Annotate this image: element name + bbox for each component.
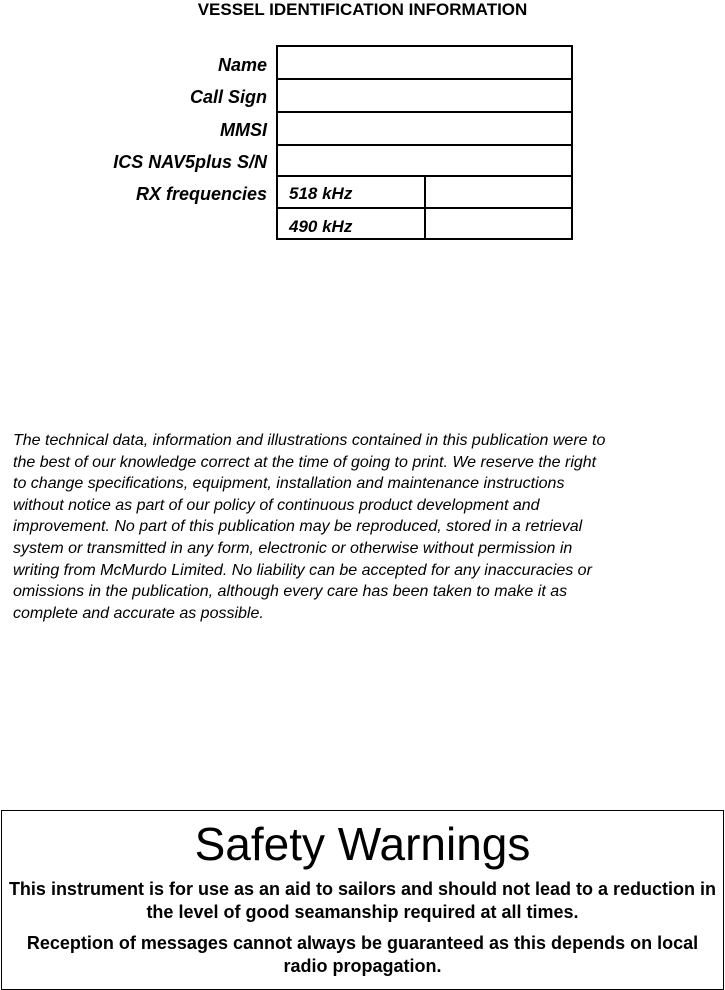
- freq-490-value-field[interactable]: [424, 207, 573, 240]
- disclaimer-line: system or transmitted in any form, electronic or otherwise without permission in: [13, 539, 573, 557]
- freq-490-label: 490 kHz: [289, 217, 353, 236]
- disclaimer-line: to change specifications, equipment, installation and maintenance instructions: [13, 475, 565, 493]
- disclaimer-line: The technical data, information and illustrations contained in this publication were to: [13, 432, 606, 449]
- disclaimer-line: writing from McMurdo Limited. No liability can be accepted for any inaccuracies or: [13, 561, 592, 579]
- warning-paragraph: Reception of messages cannot always be guaranteed as this depends on local radio propagation.: [26, 933, 699, 976]
- disclaimer-line: the best of our knowledge correct at the time of going to print. We reserve the right: [13, 453, 597, 471]
- serial-number-field[interactable]: [276, 144, 573, 177]
- call-sign-field[interactable]: [276, 78, 573, 113]
- name-field[interactable]: [276, 45, 573, 80]
- rx-frequencies-label: RX frequencies: [135, 184, 267, 204]
- disclaimer-text: [13, 430, 713, 624]
- disclaimer-line: improvement. No part of this publication may be reproduced, stored in a retrieval: [13, 518, 583, 536]
- form-title: VESSEL IDENTIFICATION INFORMATION: [197, 0, 528, 19]
- disclaimer-line: complete and accurate as possible.: [13, 604, 264, 622]
- mmsi-field[interactable]: [276, 111, 573, 146]
- disclaimer-line: without notice as part of our policy of continuous product development and: [13, 496, 540, 514]
- disclaimer-line: omissions in the publication, although every care has been taken to make it as: [13, 583, 568, 601]
- warning-paragraph: This instrument is for use as an aid to sailors and should not lead to a reduction in the level of good seamanship required at all times.: [8, 879, 717, 922]
- call-sign-label: Call Sign: [189, 87, 267, 107]
- safety-warnings-title: Safety Warnings: [194, 818, 531, 870]
- serial-number-label: ICS NAV5plus S/N: [113, 152, 267, 172]
- name-label: Name: [217, 55, 267, 75]
- mmsi-label: MMSI: [220, 120, 267, 140]
- freq-518-value-field[interactable]: [424, 175, 573, 209]
- freq-518-label: 518 kHz: [289, 184, 353, 203]
